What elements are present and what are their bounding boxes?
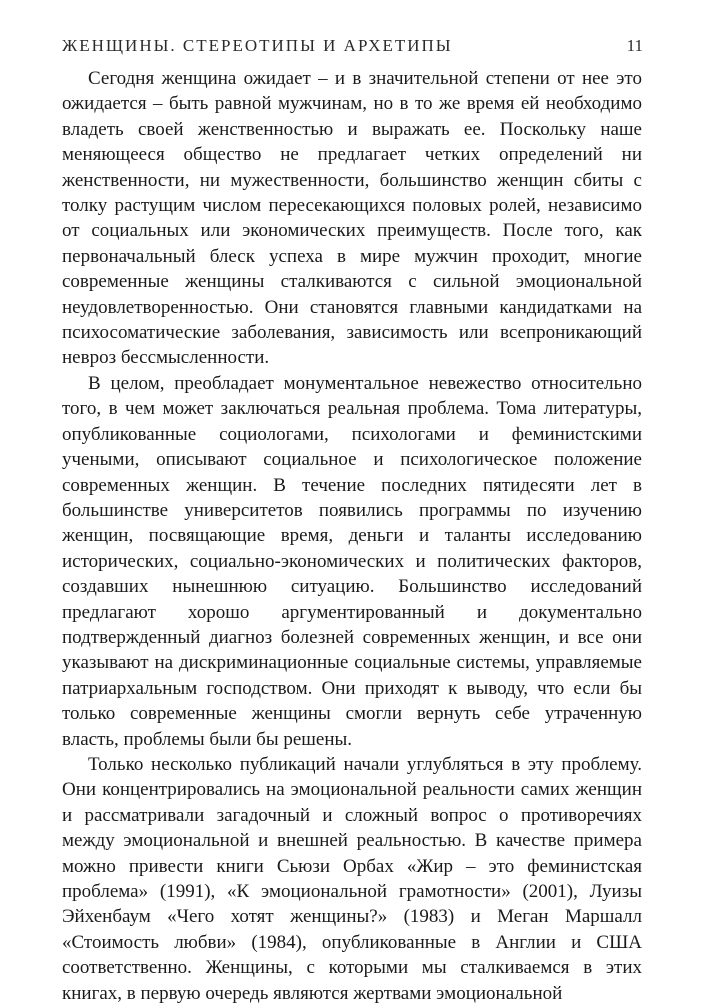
body-text <box>62 66 642 1006</box>
running-header-title: ЖЕНЩИНЫ. СТЕРЕОТИПЫ И АРХЕТИПЫ <box>62 36 453 55</box>
paragraph: В целом, преобладает монументальное невежество относительно того, в чем может заключаться реальная проблема. Тома литературы, опубликованные социологами, психологами и феминистскими учеными, описывают социальное и психологическое положение современных женщин. В течение последних пятидесяти лет в большинстве университетов появились программы по изучению женщин, посвящающие время, деньги и таланты исследованию исторических, социально-экономических и политических факторов, создавших нынешнюю ситуацию. Большинство исследований предлагают хорошо аргументированный и документально подтвержденный диагноз болезней современных женщин, и все они указывают на дискриминационные социальные системы, управляемые патриархальным господством. Они приходят к выводу, что если бы только современные женщины смогли вернуть себе утраченную власть, проблемы были бы решены. <box>62 372 642 750</box>
paragraph: Только несколько публикаций начали углубляться в эту проблему. Они концентрировались на эмоциональной реальности самих женщин и рассматривали загадочный и сложный вопрос о противоречиях между эмоциональной и внешней реальностью. В качестве примера можно привести книги Сьюзи Орбах «Жир – это феминистская проблема» (1991), «К эмоциональной грамотности» (2001), Луизы Эйхенбаум «Чего хотят женщины?» (1983) и Меган Маршалл «Стоимость любви» (1984), опубликованные в Англии и США соответственно. Женщины, с которыми мы сталкиваемся в этих книгах, в первую очередь являются жертвами эмоциональной <box>62 753 642 1004</box>
running-header <box>62 36 643 60</box>
page-number: 11 <box>626 36 643 55</box>
paragraph: Сегодня женщина ожидает – и в значительной степени от нее это ожидается – быть равной мужчинам, но в то же время ей необходимо владеть своей женственностью и выражать ее. Поскольку наше меняющееся общество не предлагает четких определений ни женственности, ни мужественности, большинство женщин сбиты с толку растущим числом пересекающихся половых ролей, независимо от социальных или экономических преимуществ. После того, как первоначальный блеск успеха в мире мужчин проходит, многие современные женщины сталкиваются с сильной эмоциональной неудовлетворенностью. Они становятся главными кандидатками на психосоматические заболевания, зависимость или всепроникающий невроз бессмысленности. <box>62 68 642 369</box>
